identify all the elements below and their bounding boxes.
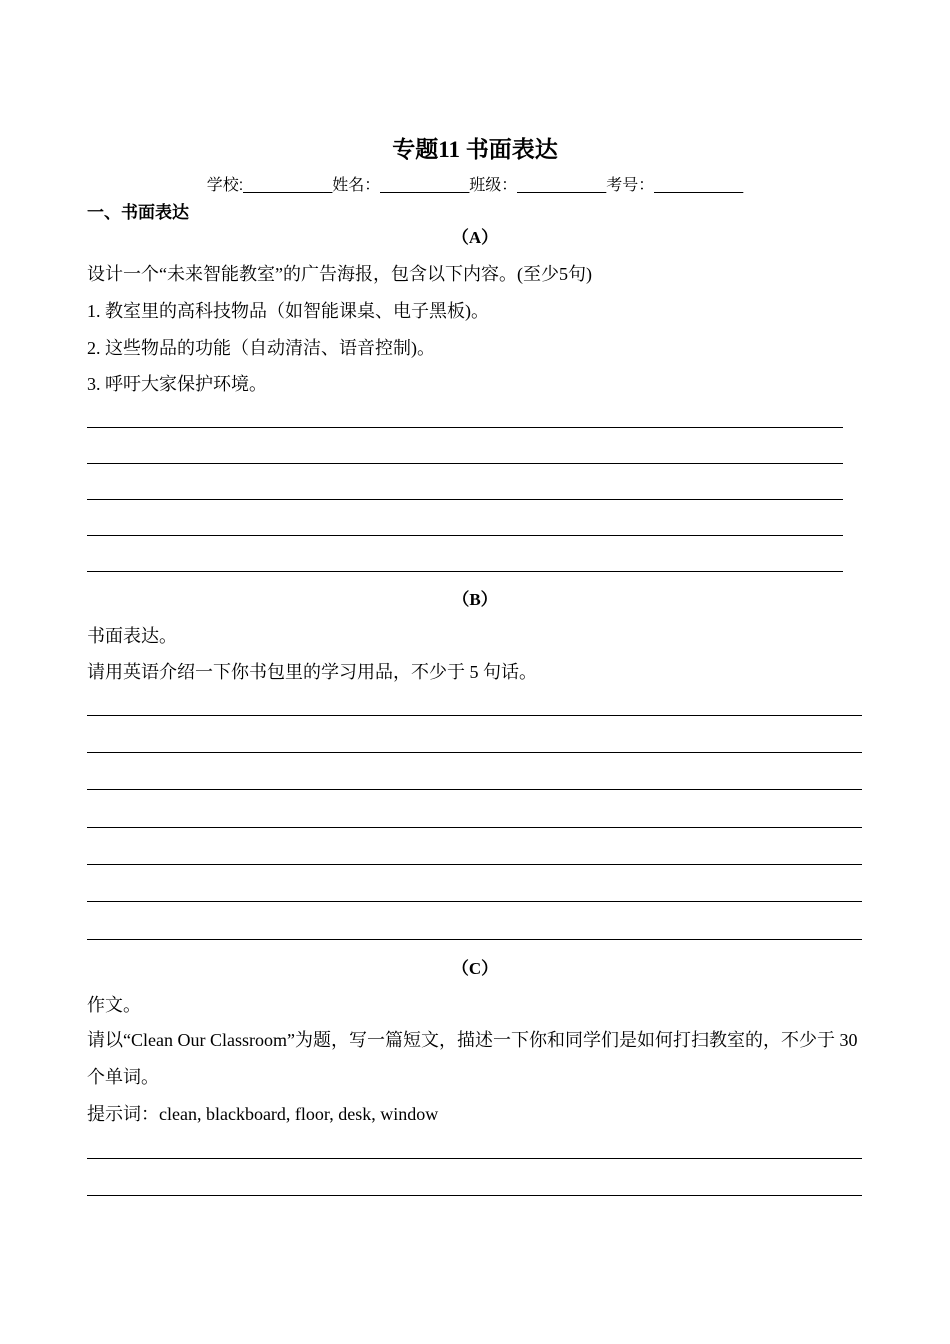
answer-line[interactable] [87, 752, 862, 753]
part-c-heading: 作文。 [87, 995, 141, 1015]
answer-line[interactable] [87, 864, 862, 865]
answer-line[interactable] [87, 427, 843, 428]
part-c-label: （C） [451, 959, 499, 978]
part-c-prompt: 请以“Clean Our Classroom”为题，写一篇短文，描述一下你和同学们是如何打扫教室的，不少于 30 个单词。 [87, 1030, 858, 1087]
answer-line[interactable] [87, 789, 862, 790]
part-a-item-3: 3. 呼吁大家保护环境。 [87, 374, 267, 394]
answer-line[interactable] [87, 901, 862, 902]
answer-line[interactable] [87, 827, 862, 828]
part-b-label: （B） [452, 590, 498, 609]
answer-line[interactable] [87, 1195, 862, 1196]
page-title: 专题11 书面表达 [392, 137, 558, 162]
answer-line[interactable] [87, 535, 843, 536]
part-a-prompt: 设计一个“未来智能教室”的广告海报，包含以下内容。(至少5句) [87, 264, 592, 284]
part-c-hint: 提示词：clean, blackboard, floor, desk, window [87, 1104, 439, 1124]
section-heading: 一、书面表达 [87, 203, 189, 222]
answer-line[interactable] [87, 939, 862, 940]
answer-line[interactable] [87, 463, 843, 464]
part-a-item-2: 2. 这些物品的功能（自动清洁、语音控制)。 [87, 338, 435, 358]
answer-line[interactable] [87, 571, 843, 572]
answer-line[interactable] [87, 499, 843, 500]
student-info-line: 学校:__________姓名：__________班级：__________考号：__________ [206, 177, 744, 194]
part-a-item-1: 1. 教室里的高科技物品（如智能课桌、电子黑板)。 [87, 301, 489, 321]
answer-line[interactable] [87, 1158, 862, 1159]
part-b-heading: 书面表达。 [87, 626, 177, 646]
part-b-prompt: 请用英语介绍一下你书包里的学习用品，不少于 5 句话。 [87, 662, 537, 682]
part-a-label: （A） [451, 228, 499, 247]
answer-line[interactable] [87, 715, 862, 716]
